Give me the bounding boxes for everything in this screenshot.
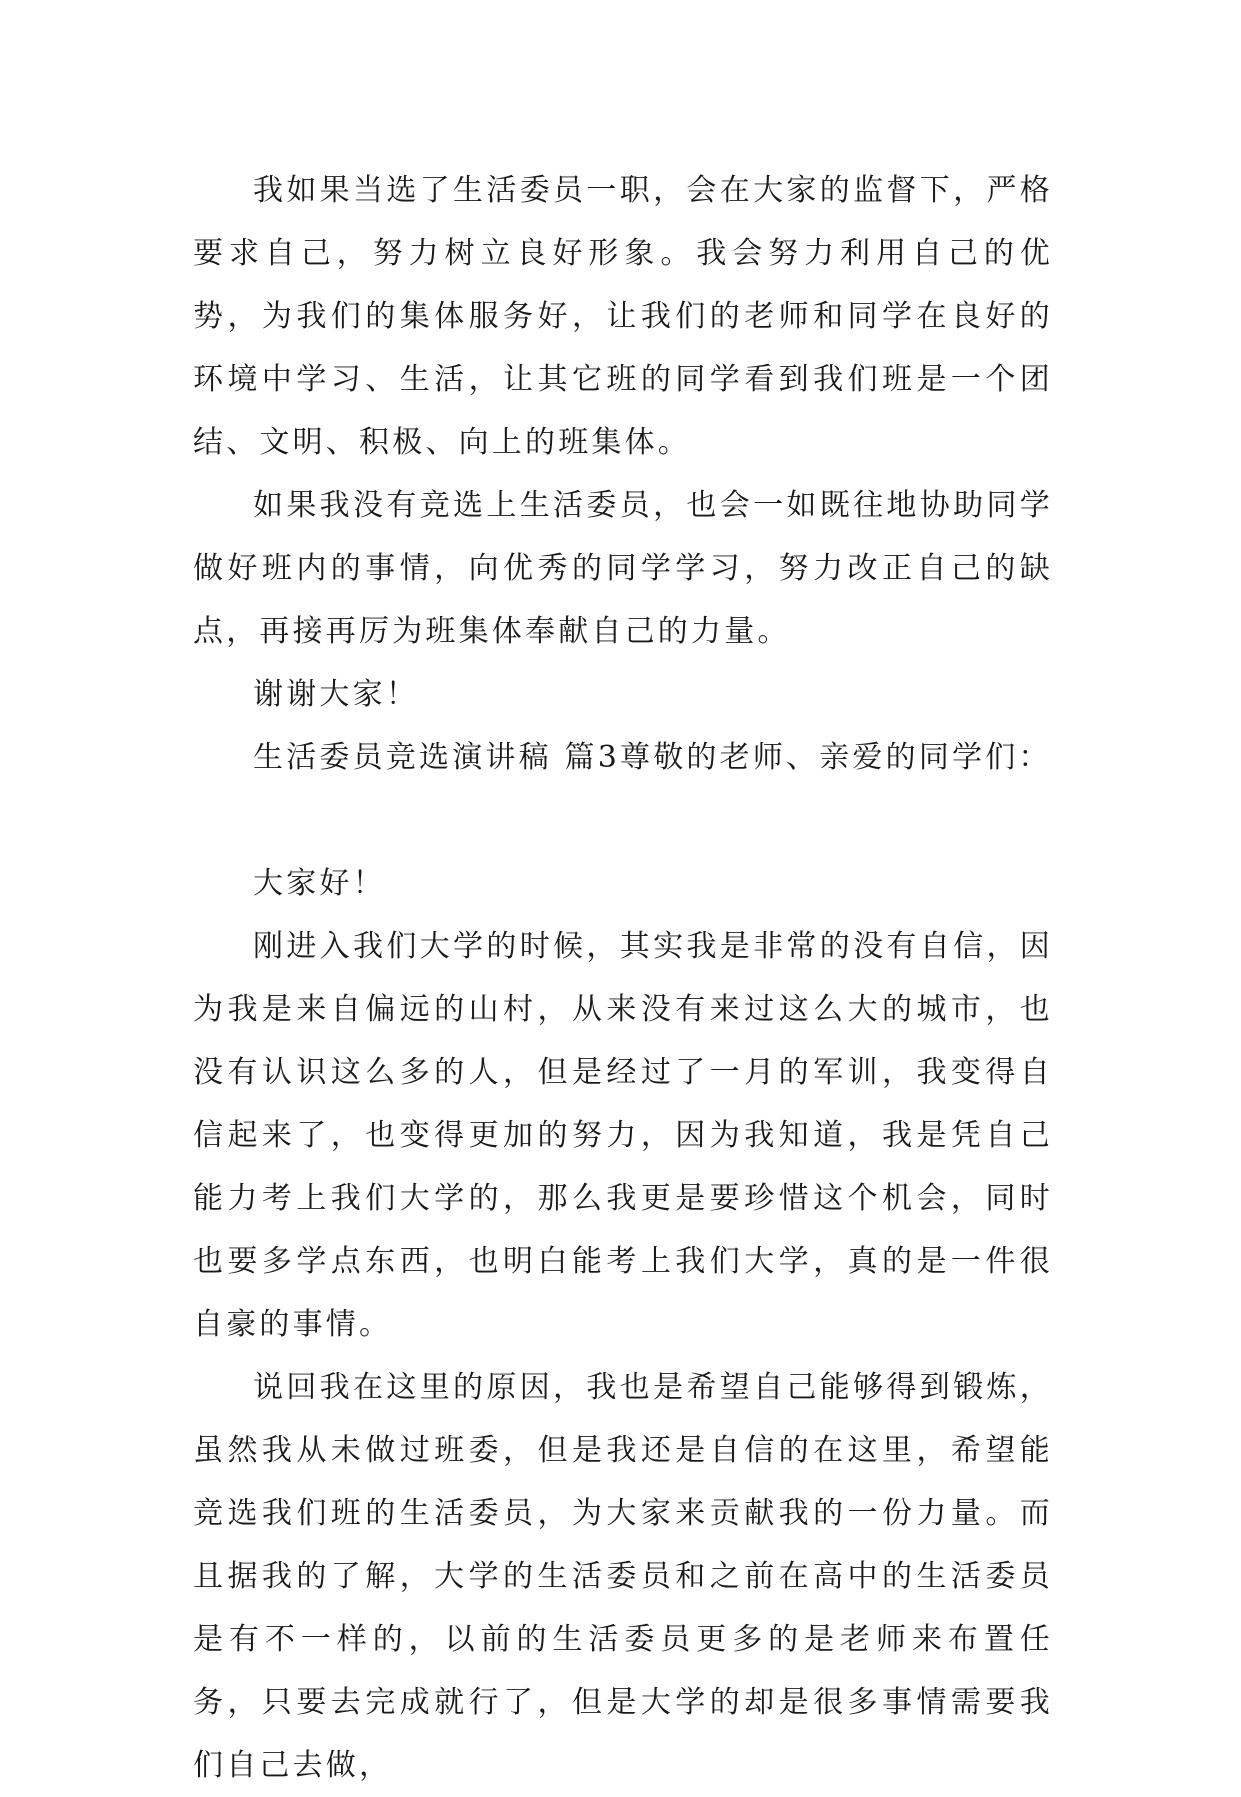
paragraph-thanks: 谢谢大家！ [253,677,419,712]
paragraph-4: 说回我在这里的原因，我也是希望自己能够得到锻炼，虽然我从未做过班委，但是我还是自信的在这里，希望能竞选我们班的生活委员，为大家来贡献我的一份力量。而且据我的了解，大学的生活委员和之前在高中的生活委员是有不一样的，以前的生活委员更多的是老师来布置任务，只要去完成就行了，但是大学的却是很多事情需要我们自己去做， [193,1370,1053,1783]
paragraph-3: 刚进入我们大学的时候，其实我是非常的没有自信，因为我是来自偏远的山村，从来没有来过这么大的城市，也没有认识这么多的人，但是经过了一月的军训，我变得自信起来了，也变得更加的努力，因为我知道，我是凭自己能力考上我们大学的，那么我更是要珍惜这个机会，同时也要多学点东西，也明白能考上我们大学，真的是一件很自豪的事情。 [193,929,1053,1342]
document-body [193,159,1053,1797]
paragraph-1: 我如果当选了生活委员一职，会在大家的监督下，严格要求自己，努力树立良好形象。我会努力利用自己的优势，为我们的集体服务好，让我们的老师和同学在良好的环境中学习、生活，让其它班的同学看到我们班是一个团结、文明、积极、向上的班集体。 [193,173,1053,460]
section-heading: 生活委员竞选演讲稿 篇3尊敬的老师、亲爱的同学们： [253,740,1052,775]
blank-line [193,789,1053,852]
paragraph-2: 如果我没有竞选上生活委员，也会一如既往地协助同学做好班内的事情，向优秀的同学学习，努力改正自己的缺点，再接再厉为班集体奉献自己的力量。 [193,488,1053,649]
greeting: 大家好！ [253,866,386,901]
